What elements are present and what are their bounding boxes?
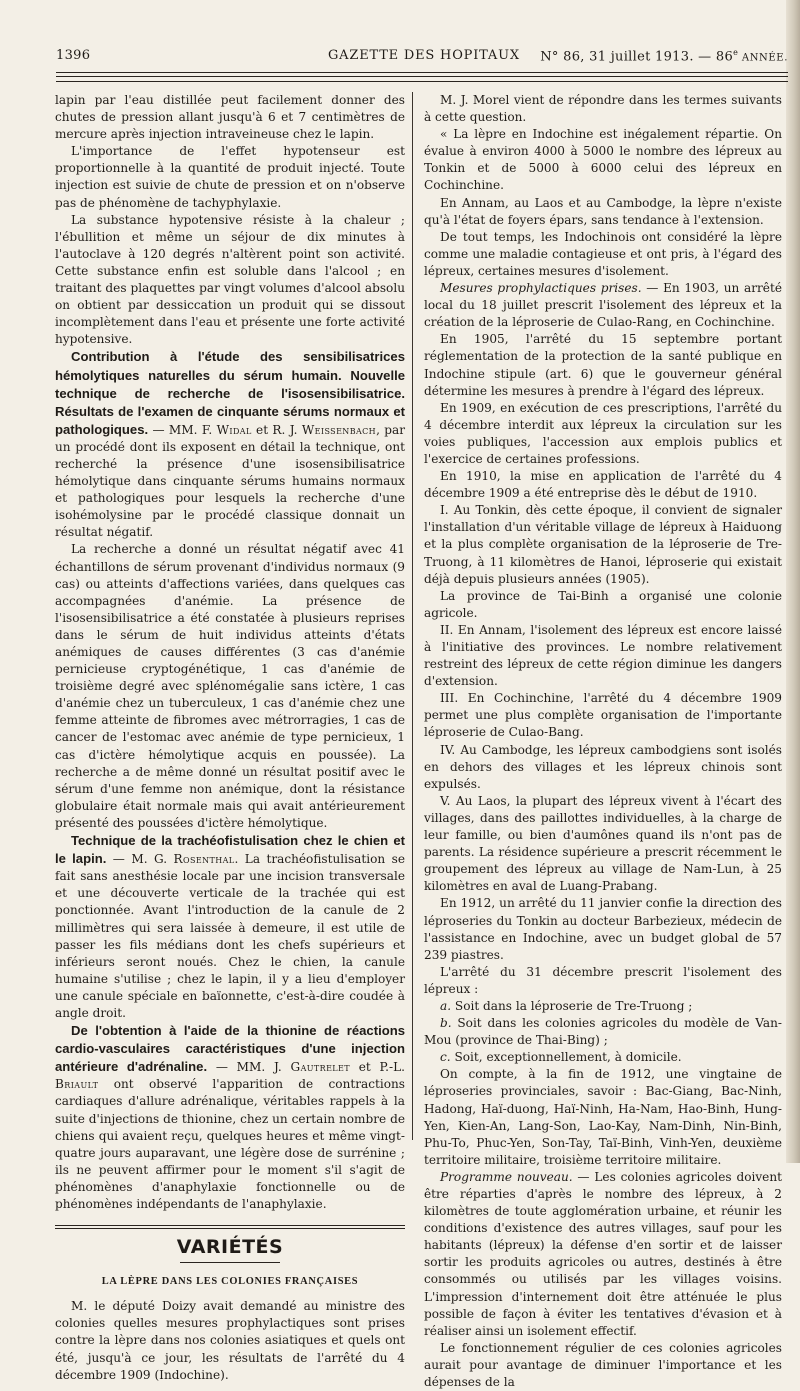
paragraph: En Annam, au Laos et au Cambodge, la lèpre n'existe qu'à l'état de foyers épars, sans tendance à l'extension. — [424, 195, 782, 227]
paragraph: En 1912, un arrêté du 11 janvier confie la direction des léproseries du Tonkin au docteur Barbezieux, médecin de l'assistance en Indochine, avec un budget global de 57 239 piastres. — [424, 896, 782, 962]
text: — En 1903, un arrêté local du 18 juillet prescrit l'isolement des lépreux et la création de la léproserie de Culao-Rang, en Cochinchine. — [424, 281, 782, 330]
section-rule — [55, 1225, 405, 1229]
list-marker: a. — [440, 998, 452, 1013]
text: — M. G. — [106, 852, 174, 867]
paragraph: La substance hypotensive résiste à la chaleur ; l'ébullition et même un séjour de dix minutes à l'autoclave à 120 degrés n'altèrent point son activité. Cette substance enfin est soluble dans l'alcool ; en traitant des plaquettes par vingt volumes d'alcool absolu on obtient par dessiccation un produit qui se dissout incomplètement dans l'eau et présente une forte activité hypotensive. — [55, 212, 405, 347]
page-number: 1396 — [56, 48, 91, 63]
author-name: Rosenthal — [173, 852, 235, 867]
issue-text: N° 86, 31 juillet 1913. — 86 — [540, 49, 734, 65]
issue-ordinal: e — [733, 48, 739, 57]
text: Soit, exceptionnellement, à domicile. — [450, 1050, 682, 1065]
text: Soit dans la léproserie de Tre-Truong ; — [451, 998, 693, 1013]
text: et R. J. — [251, 422, 302, 437]
section-widal — [55, 348, 405, 541]
list-item — [424, 1049, 782, 1066]
author-name: Widal — [216, 422, 252, 437]
list-marker: c. — [440, 1050, 451, 1065]
header-double-rule — [56, 72, 788, 77]
issue-suffix: ANNÉE. — [738, 52, 788, 64]
author-name: Weissenbach — [301, 422, 377, 437]
paragraph: L'importance de l'effet hypotenseur est proportionnelle à la quantité de produit injecté. Toute injection est suivie de chute de pression et on n'observe pas de phénomène de tachyphylaxie. — [55, 144, 405, 210]
text: — MM. J. — [207, 1060, 291, 1075]
italic-heading: Mesures prophylactiques prises. — [440, 281, 642, 296]
article-title: LA LÈPRE DANS LES COLONIES FRANÇAISES — [101, 1276, 359, 1288]
varietes-block — [55, 1225, 405, 1384]
column-divider — [412, 92, 413, 1140]
list-item — [424, 998, 782, 1015]
section-title: Contribution à l'étude des sensibilisatrices hémolytiques naturelles du sérum humain. Nouvelle technique de recherche de l'isosensibilisatrice. Résultats de l'examen de cinquante sérums normaux et pathologiques. — [55, 349, 405, 437]
heading-underline — [180, 1262, 280, 1263]
author-name: Briault — [55, 1077, 99, 1092]
right-column — [424, 92, 782, 1391]
list-item — [424, 1015, 782, 1049]
paragraph: « La lèpre en Indochine est inégalement répartie. On évalue à environ 4000 à 5000 le nombre des lépreux au Tonkin et de 5000 à 6000 celui des lépreux en Cochinchine. — [424, 127, 782, 193]
paragraph: La recherche a donné un résultat négatif avec 41 échantillons de sérum provenant d'individus normaux (9 cas) ou atteints d'affections variées, dans quelques cas accompagnées d'anémie. La présence de l'isosensibilisatrice a été constatée à plusieurs reprises dans le sérum de huit individus atteints d'états anémiques de causes différentes (3 cas d'anémie pernicieuse cryptogénétique, 1 cas d'anémie de troisième degré avec splénomégalie sans ictère, 1 cas d'anémie chez un tuberculeux, 1 cas d'anémie chez une femme atteinte de fibromes avec métrorragies, 1 cas de cancer de l'estomac avec anémie de type pernicieux, 1 cas d'ictère hémolytique acquis en poussée). La recherche a de même donné un résultat positif avec le sérum d'une femme non anémique, dont la résistance globulaire était normale mais qui avait antérieurement présenté des poussées d'ictère hémolytique. — [55, 542, 405, 830]
header-rule — [56, 81, 788, 82]
section-rosenthal — [55, 832, 405, 1022]
list-marker: b. — [440, 1016, 452, 1031]
page-edge-shadow — [786, 0, 800, 1163]
running-header — [56, 48, 788, 70]
varietes-heading: VARIÉTÉS — [176, 1236, 284, 1259]
paragraph: IV. Au Cambodge, les lépreux cambodgiens sont isolés en dehors des villages et les lépreux chinois sont expulsés. — [424, 742, 782, 791]
author-name: Gautrelet — [290, 1060, 350, 1075]
paragraph — [424, 280, 782, 331]
paragraph: I. Au Tonkin, dès cette époque, il convient de signaler l'installation d'un véritable village de lépreux à Haiduong et la plus complète organisation de la léproserie de Tre-Truong, à 11 kilomètres de Hanoi, léproserie qui existait déjà depuis plusieurs années (1905). — [424, 503, 782, 586]
paragraph: L'arrêté du 31 décembre prescrit l'isolement des lépreux : — [424, 964, 782, 996]
section-title: Technique de la trachéofistulisation chez le chien et le lapin. — [55, 833, 405, 867]
section-title: De l'obtention à l'aide de la thionine de réactions cardio-vasculaires caractéristiques d'une injection antérieure d'adrénaline. — [55, 1023, 405, 1075]
paragraph: En 1905, l'arrêté du 15 septembre portant réglementation de la protection de la santé publique en Indochine stipule (art. 6) que le gouverneur général détermine les mesures à prendre à l'égard des lépreux. — [424, 332, 782, 398]
text: — MM. F. — [148, 422, 217, 437]
left-column — [55, 92, 405, 1384]
paragraph: lapin par l'eau distillée peut facilement donner des chutes de pression allant jusqu'à 6 et 7 centimètres de mercure après injection intraveineuse chez le lapin. — [55, 93, 405, 142]
paragraph: M. J. Morel vient de répondre dans les termes suivants à cette question. — [424, 93, 782, 125]
paragraph: De tout temps, les Indochinois ont considéré la lèpre comme une maladie contagieuse et ont pris, à l'égard des lépreux, certaines mesures d'isolement. — [424, 229, 782, 278]
paragraph: Le fonctionnement régulier de ces colonies agricoles aurait pour avantage de diminuer l'importance et les dépenses de la — [424, 1340, 782, 1390]
text: . La trachéofistulisation se fait sans anesthésie locale par une incision transversale et une découverte verticale de la trachée qui est ponctionnée. Avant l'introduction de la canule de 2 millimètres qui sera laissée à demeure, il est utile de passer les fils médians dont les chefs supérieurs et inférieurs seront noués. Chez le chien, la canule humaine s'utilise ; chez le lapin, il y a lieu d'employer une canule spéciale en baïonnette, c'est-à-dire coudée à angle droit. — [55, 852, 405, 1020]
text: ont observé l'apparition de contractions cardiaques d'allure adrénalique, véritables rappels à la suite d'injections de thionine, chez un certain nombre de chiens qui avaient reçu, quelques heures et même vingt-quatre jours auparavant, une légère dose de surrénine ; ils ne peuvent affirmer pour le moment s'il s'agit de phénomènes d'anaphylaxie fonctionnelle ou de phénomènes indépendants de l'anaphylaxie. — [55, 1077, 405, 1211]
text: — Les colonies agricoles doivent être réparties d'après le nombre des lépreux, à 2 kilomètres de toute agglomération urbaine, et réunir les conditions d'existence des autres villages, sauf pour les habitants (lépreux) la défense d'en sortir et de laisser sortir les produits agricoles ou autres, destinés à être consommés ou utilisés par les villages voisins. L'impression d'internement doit être atténuée le plus possible de façon à éviter les tentatives d'évasion et à réaliser ainsi un isolement effectif. — [424, 1169, 782, 1338]
journal-title: GAZETTE DES HOPITAUX — [328, 48, 520, 63]
paragraph — [424, 1169, 782, 1340]
text: , par un procédé dont ils exposent en détail la technique, ont recherché la présence d'une isosensibilisatrice hémolytique dans cinquante sérums humains normaux et pathologiques pour lesquels la recherche d'une isohémolysine par le procédé classique donnait un résultat négatif. — [55, 422, 405, 540]
italic-heading: Programme nouveau. — [440, 1169, 573, 1184]
issue-line — [540, 48, 788, 64]
paragraph: En 1909, en exécution de ces prescriptions, l'arrêté du 4 décembre interdit aux lépreux la circulation sur les voies publiques, l'accession aux emplois publics et l'exercice de certaines professions. — [424, 400, 782, 466]
paragraph: II. En Annam, l'isolement des lépreux est encore laissé à l'initiative des provinces. Le nombre relativement restreint des lépreux de cette région diminue les dangers d'extension. — [424, 622, 782, 689]
paragraph: III. En Cochinchine, l'arrêté du 4 décembre 1909 permet une plus complète organisation de l'importante léproserie de Culao-Bang. — [424, 691, 782, 740]
text: Soit dans les colonies agricoles du modèle de Van-Mou (province de Thai-Bing) ; — [424, 1016, 782, 1048]
text: et P.-L. — [350, 1060, 405, 1075]
paragraph: On compte, à la fin de 1912, une vingtaine de léproseries provinciales, savoir : Bac-Giang, Bac-Ninh, Hadong, Haï-duong, Haï-Ninh, Ha-Nam, Hao-Binh, Hung-Yen, Kien-An, Lang-Son, Lao-Kay, Nam-Dinh, Nin-Binh, Phu-To, Phuc-Yen, Son-Tay, Taï-Binh, Vinh-Yen, deuxième territoire militaire, troisième territoire militaire. — [424, 1067, 782, 1167]
paragraph: En 1910, la mise en application de l'arrêté du 4 décembre 1909 a été entreprise dès le début de 1910. — [424, 469, 782, 501]
paragraph: M. le député Doizy avait demandé au ministre des colonies quelles mesures prophylactiques sont prises contre la lèpre dans nos colonies asiatiques et quels ont été, jusqu'à ce jour, les résultats de l'arrêté du 4 décembre 1909 (Indochine). — [55, 1299, 405, 1382]
paragraph: V. Au Laos, la plupart des lépreux vivent à l'écart des villages, dans des paillottes individuelles, à la charge de leur famille, ou bien d'aumônes quand ils n'ont pas de parents. La résidence supérieure a prescrit récemment le groupement des lépreux au village de Nam-Lun, à 25 kilomètres en aval de Luang-Prabang. — [424, 793, 782, 894]
paragraph: La province de Tai-Binh a organisé une colonie agricole. — [424, 588, 782, 620]
section-gautrelet — [55, 1022, 405, 1213]
